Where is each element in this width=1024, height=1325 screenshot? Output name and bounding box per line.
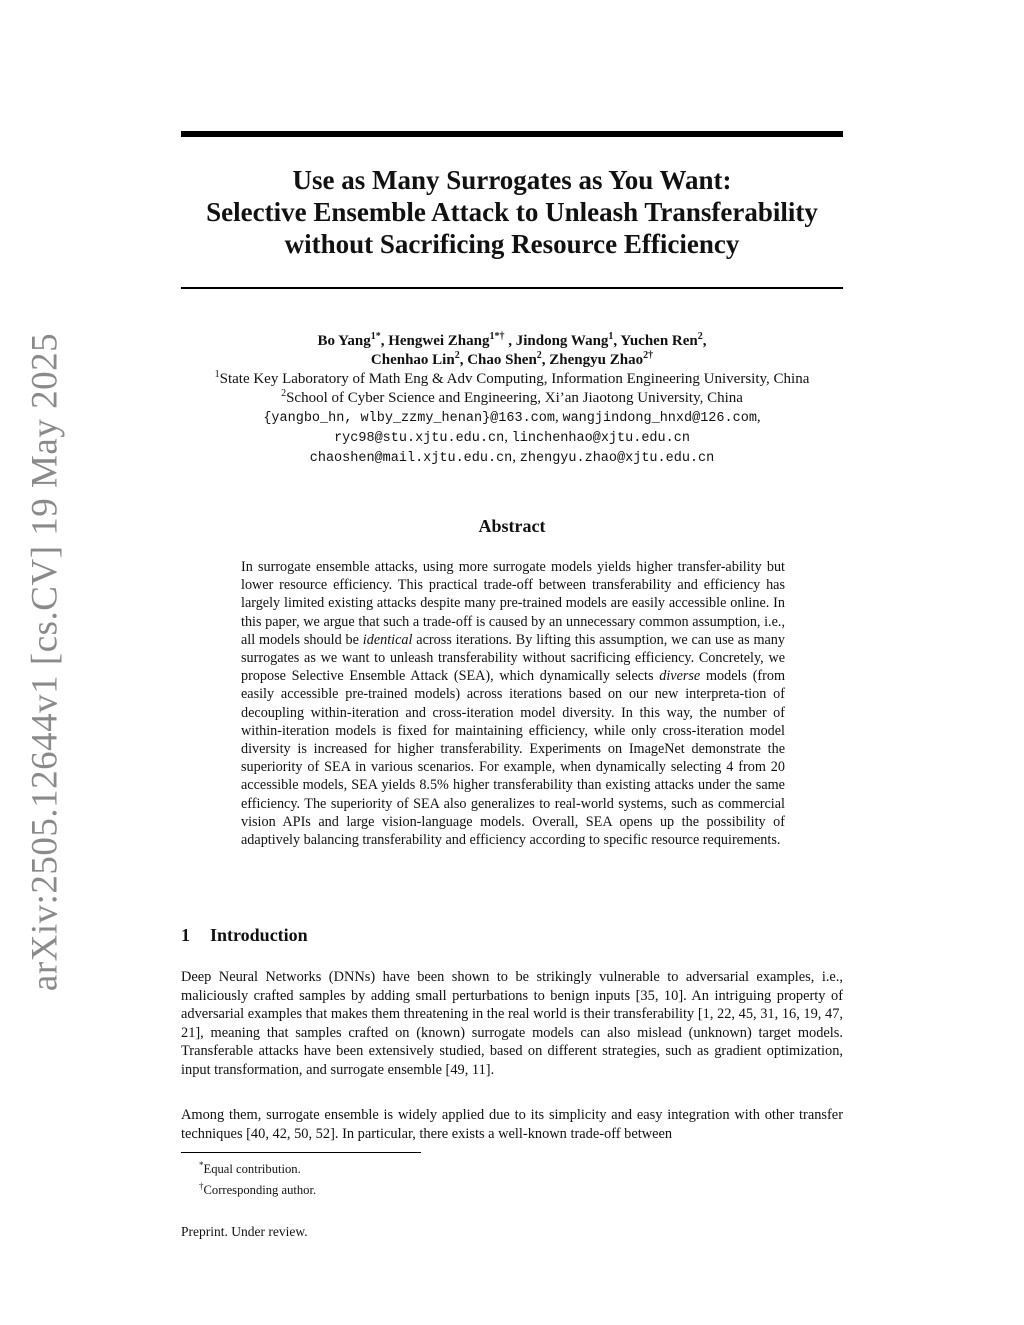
author-separator: , [702, 333, 707, 349]
email-separator: , [504, 429, 512, 445]
author-marker: 2 [454, 350, 460, 361]
affiliation-marker: 1 [214, 369, 220, 380]
author-separator: , [504, 333, 516, 349]
author-marker: 1 [608, 331, 614, 342]
title-top-rule [181, 131, 843, 137]
author-name: Hengwei Zhang [388, 333, 490, 349]
section-heading-introduction [181, 925, 308, 946]
author-separator: , [459, 352, 468, 368]
email-line-2 [150, 428, 874, 448]
intro-paragraph-1: Deep Neural Networks (DNNs) have been shown to be strikingly vulnerable to adversarial examples, i.e., maliciously crafted samples by adding small perturbations to benign inputs [35, 10]. An intriguing property of adversarial examples that makes them threatening in the real world is their transferability [1, 22, 45, 31, 16, 19, 47, 21], meaning that samples crafted on (known) surrogate models can also mislead (unknown) target models. Transferable attacks have been extensively studied, based on different strategies, such as gradient optimization, input transformation, and surrogate ensemble [49, 11]. [181, 969, 843, 1078]
abstract-emphasis: diverse [659, 668, 701, 685]
section-number: 1 [181, 925, 190, 945]
author-separator: , [380, 333, 389, 349]
title-bottom-rule [181, 287, 843, 289]
abstract-segment: In surrogate ensemble attacks, using more surrogate models yields higher transfer-ability but lower resource efficiency. This practical trade-off between transferability and efficiency has largely limited existing attacks despite many pre-trained models are easily accessible online. In this paper, we argue that such a trade-off is caused by an unnecessary common assumption, i.e., all models should be [241, 559, 785, 648]
email: wangjindong_hnxd@126.com [562, 411, 757, 426]
email: linchenhao@xjtu.edu.cn [511, 431, 690, 446]
footnote-text: Corresponding author. [203, 1183, 317, 1198]
abstract-heading: Abstract [478, 516, 546, 536]
author-marker: 2 [536, 350, 542, 361]
author-marker: 2 [697, 331, 703, 342]
author-name: Bo Yang [317, 333, 371, 349]
author-name: Jindong Wang [515, 333, 609, 349]
footnote-marker: † [199, 1181, 204, 1192]
author-separator: , [613, 333, 621, 349]
email-separator: , [512, 449, 520, 465]
affiliation-marker: 2 [281, 388, 287, 399]
author-marker: 1* [370, 331, 381, 342]
footnote-rule [181, 1152, 421, 1153]
abstract-segment: across iterations. By lifting this assumption, we can use as many surrogates as we want to unleash transferability without sacrificing efficiency. Concretely, we propose Selective Ensemble Attack (SEA), which dynamically selects [241, 631, 785, 685]
abstract-emphasis: identical [362, 631, 413, 648]
email-line-3 [150, 448, 874, 468]
author-name: Yuchen Ren [620, 333, 698, 349]
email: ryc98@stu.xjtu.edu.cn [334, 431, 505, 446]
author-block [150, 332, 874, 468]
section-title: Introduction [210, 925, 308, 945]
abstract-segment: models (from easily accessible pre-trained models) across iterations based on our new interpreta-tion of decoupling within-iteration and cross-iteration model diversity. In this way, the number of within-iteration models is fixed for maintaining efficiency, while only cross-iteration model diversity is increased for higher transferability. Experiments on ImageNet demonstrate the superiority of SEA in various scenarios. For example, when dynamically selecting 4 from 20 accessible models, SEA yields 8.5% higher transferability than existing attacks under the same efficiency. The superiority of SEA also generalizes to real-world systems, such as commercial vision APIs and large vision-language models. Overall, SEA opens up the possibility of adaptively balancing transferability and efficiency according to specific resource requirements. [241, 668, 786, 849]
author-line-1 [150, 332, 874, 351]
author-line-2 [150, 351, 874, 370]
title-line-3: without Sacrificing Resource Efficiency [284, 229, 740, 259]
preprint-footer: Preprint. Under review. [181, 1224, 308, 1239]
author-marker: 2† [643, 350, 654, 361]
footnote-marker: * [199, 1160, 204, 1170]
paper-title [160, 164, 864, 260]
footnotes [199, 1157, 316, 1199]
email-separator: , [554, 409, 563, 425]
email: {yangbo_hn, wlby_zzmy_henan}@163.com [263, 411, 555, 426]
affiliation-text: State Key Laboratory of Math Eng & Adv Computing, Information Engineering University, China [219, 371, 810, 387]
footnote-corresponding-author [199, 1178, 316, 1199]
intro-paragraph-2: Among them, surrogate ensemble is widely applied due to its simplicity and easy integration with other transfer techniques [40, 42, 50, 52]. In particular, there exists a well-known trade-off between [181, 1107, 843, 1142]
author-marker: 1*† [489, 331, 505, 342]
affiliation-1 [150, 370, 874, 389]
title-line-2: Selective Ensemble Attack to Unleash Transferability [206, 197, 818, 227]
abstract-text [241, 558, 785, 849]
email: chaoshen@mail.xjtu.edu.cn [309, 451, 513, 466]
arxiv-identifier-stamp: arXiv:2505.12644v1 [cs.CV] 19 May 2025 [24, 332, 66, 992]
email: zhengyu.zhao@xjtu.edu.cn [519, 451, 715, 466]
author-separator: , [541, 352, 550, 368]
email-separator: , [756, 409, 761, 425]
title-line-1: Use as Many Surrogates as You Want: [292, 165, 732, 195]
footnote-text: Equal contribution. [203, 1162, 301, 1177]
affiliation-text: School of Cyber Science and Engineering, Xi’an Jiaotong University, China [286, 390, 743, 406]
author-name: Chenhao Lin [370, 352, 455, 368]
author-name: Chao Shen [467, 352, 537, 368]
email-line-1 [150, 408, 874, 428]
footnote-equal-contribution [199, 1157, 316, 1178]
affiliation-2 [150, 389, 874, 408]
author-name: Zhengyu Zhao [549, 352, 644, 368]
